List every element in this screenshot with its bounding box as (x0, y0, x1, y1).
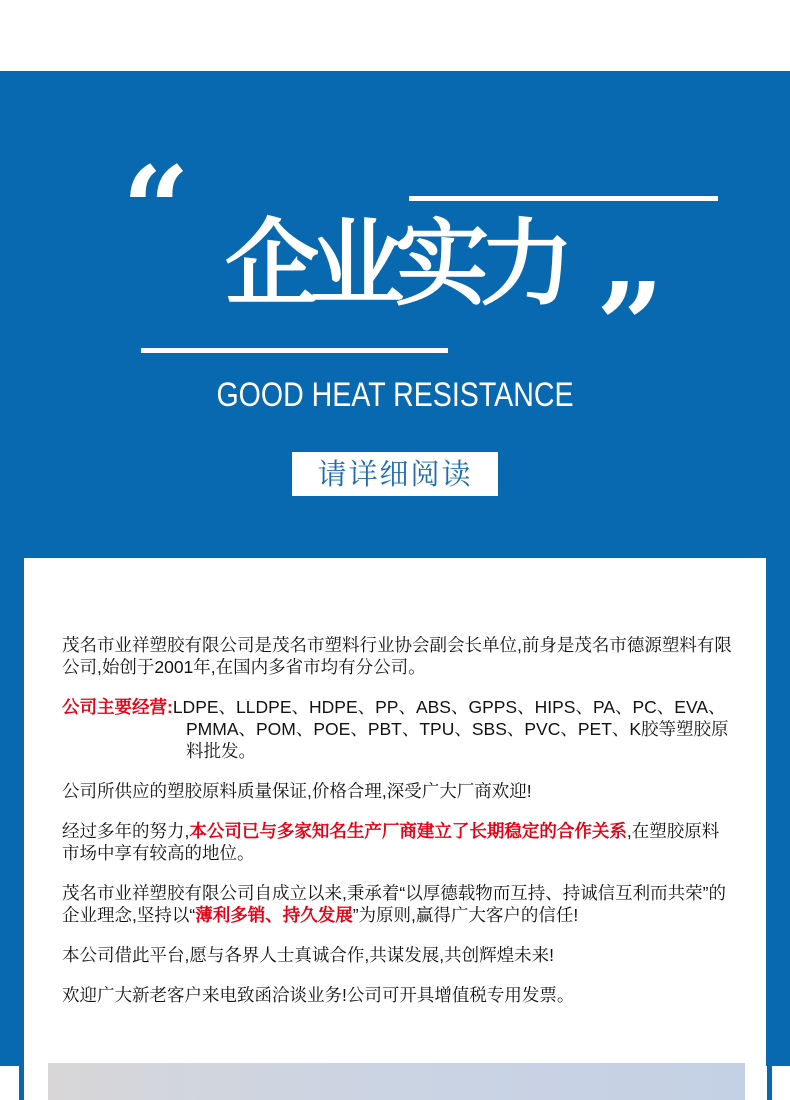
next-section-border-right (767, 1066, 772, 1100)
decor-line-bottom (141, 348, 448, 353)
page-title: 企业实力 (224, 211, 565, 316)
philosophy-paragraph (62, 882, 734, 926)
philosophy-text-highlight: 薄利多销、持久发展 (195, 905, 353, 925)
close-quote-icon: ” (596, 256, 664, 395)
next-section-border-left (19, 1066, 24, 1100)
content-panel (24, 558, 766, 1100)
philosophy-text-post: ”为原则,赢得广大客户的信任! (352, 905, 579, 925)
business-scope-label: 公司主要经营: (62, 697, 173, 717)
platform-paragraph: 本公司借此平台,愿与各界人士真诚合作,共谋发展,共创辉煌未来! (62, 945, 554, 965)
intro-paragraph: 茂名市业祥塑胶有限公司是茂名市塑料行业协会副会长单位,前身是茂名市德源塑料有限公司,始创于2001年,在国内多省市均有分公司。 (62, 635, 732, 677)
decor-line-top (409, 196, 718, 201)
effort-text-post: ,在塑胶原料市场中享有较高的地位。 (62, 821, 720, 863)
effort-text-pre: 经过多年的努力, (62, 821, 190, 841)
philosophy-text-pre: 茂名市业祥塑胶有限公司自成立以来,秉承着“以厚德载物而互持、持诚信互利而共荣”的企业理念,坚持以“ (62, 883, 727, 925)
welcome-paragraph: 欢迎广大新老客户来电致函洽谈业务!公司可开具增值税专用发票。 (62, 985, 575, 1005)
read-detail-button[interactable]: 请详细阅读 (292, 452, 498, 496)
business-scope-list: LDPE、LLDPE、HDPE、PP、ABS、GPPS、HIPS、PA、PC、EVA、PMMA、POM、POE、PBT、TPU、SBS、PVC、PET、K胶等塑胶原料批发。 (172, 697, 729, 761)
hero-subtitle: GOOD HEAT RESISTANCE (216, 376, 574, 414)
company-profile-text (24, 558, 766, 1006)
supply-paragraph: 公司所供应的塑胶原料质量保证,价格合理,深受广大厂商欢迎! (62, 781, 532, 801)
effort-text-highlight: 本公司已与多家知名生产厂商建立了长期稳定的合作关系 (189, 821, 627, 841)
business-scope-paragraph (62, 696, 734, 762)
effort-paragraph (62, 820, 734, 864)
factory-photo (48, 1063, 745, 1100)
open-quote-icon: “ (122, 140, 190, 279)
